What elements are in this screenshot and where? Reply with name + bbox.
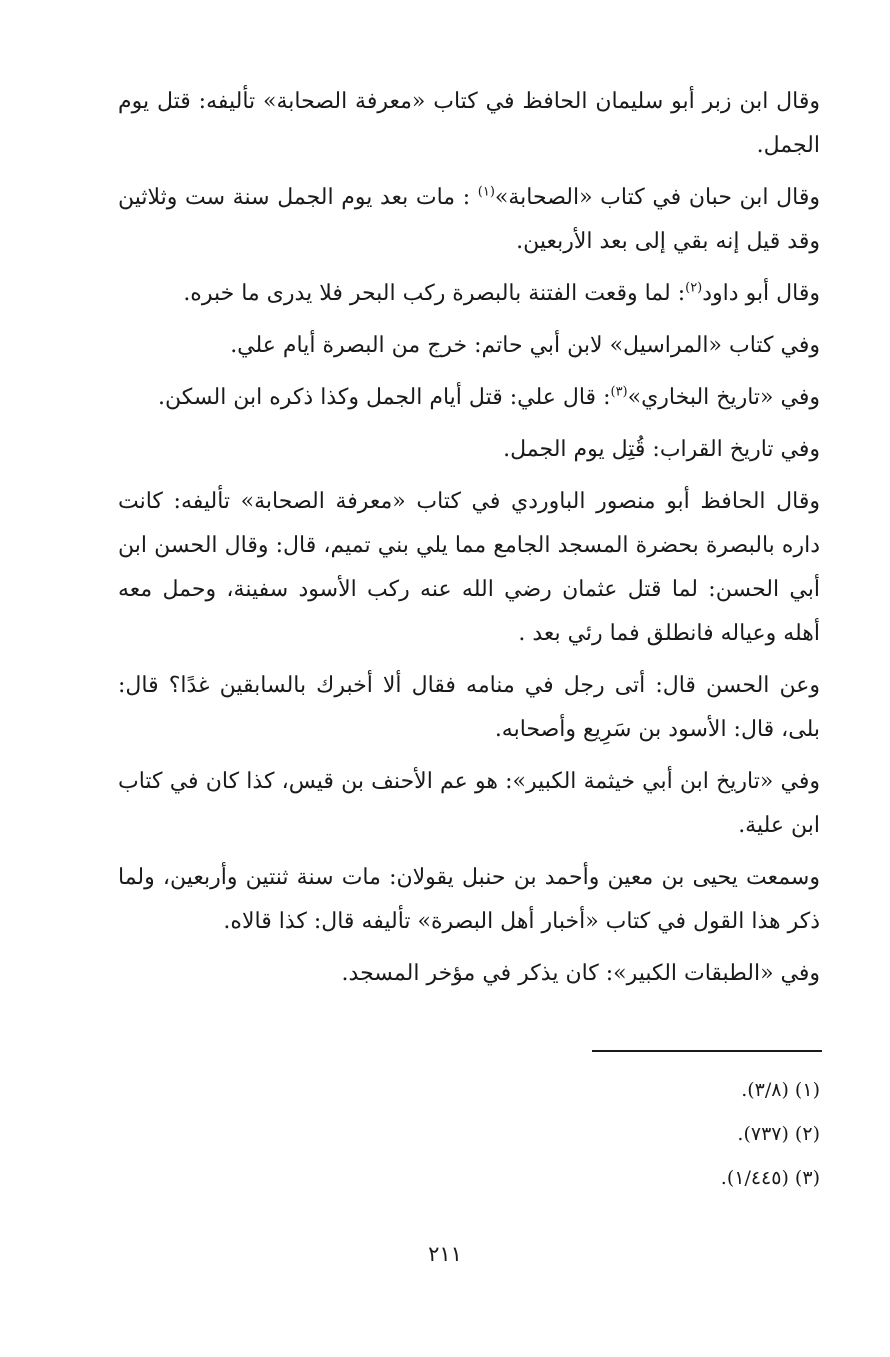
- paragraph-text: : مات بعد يوم الجمل سنة ست وثلاثين وقد قيل إنه بقي إلى بعد الأربعين.: [118, 185, 820, 254]
- footnotes: [420, 1068, 820, 1200]
- footnote: (٢) (٧٣٧).: [737, 1123, 820, 1145]
- paragraph: وفي تاريخ القراب: قُتِل يوم الجمل.: [503, 437, 820, 462]
- paragraph: وقال ابن زبر أبو سليمان الحافظ في كتاب «معرفة الصحابة» تأليفه: قتل يوم الجمل.: [118, 89, 820, 158]
- paragraph: وفي «تاريخ ابن أبي خيثمة الكبير»: هو عم الأحنف بن قيس، كذا كان في كتاب ابن علية.: [118, 769, 820, 838]
- paragraph-text: : قال علي: قتل أيام الجمل وكذا ذكره ابن السكن.: [157, 385, 611, 410]
- paragraph-text: وفي «تاريخ البخاري»: [627, 385, 820, 410]
- footnote-marker: (٢): [685, 280, 703, 296]
- paragraph: وعن الحسن قال: أتى رجل في منامه فقال ألا أخبرك بالسابقين غدًا؟ قال: بلى، قال: الأسود بن سَرِيع وأصحابه.: [118, 673, 820, 742]
- paragraph-text: وقال ابن حبان في كتاب «الصحابة»: [494, 185, 820, 210]
- footnote-marker: (٣): [610, 384, 628, 400]
- paragraph: [118, 376, 820, 420]
- paragraph: وسمعت يحيى بن معين وأحمد بن حنبل يقولان: مات سنة ثنتين وأربعين، ولما ذكر هذا القول في كتاب «أخبار أهل البصرة» تأليفه قال: كذا قالاه.: [118, 865, 820, 934]
- main-text: [118, 80, 820, 1004]
- page-number: ٢١١: [428, 1242, 462, 1266]
- paragraph: وقال الحافظ أبو منصور الباوردي في كتاب «معرفة الصحابة» تأليفه: كانت داره بالبصرة بحضرة المسجد الجامع مما يلي بني تميم، قال: وقال الحسن ابن أبي الحسن: لما قتل عثمان رضي الله عنه ركب الأسود سفينة، وحمل معه أهله وعياله فانطلق فما رئي بعد .: [118, 489, 820, 646]
- paragraph-text: وقال أبو داود: [702, 281, 820, 306]
- footnote-divider: [592, 1050, 822, 1052]
- paragraph: وفي كتاب «المراسيل» لابن أبي حاتم: خرج من البصرة أيام علي.: [230, 333, 820, 358]
- paragraph: وفي «الطبقات الكبير»: كان يذكر في مؤخر المسجد.: [341, 961, 820, 986]
- paragraph-text: : لما وقعت الفتنة بالبصرة ركب البحر فلا يدرى ما خبره.: [183, 281, 686, 306]
- paragraph: [118, 272, 820, 316]
- footnote-marker: (١): [477, 184, 495, 200]
- footnote: (٣) (١/٤٤٥).: [720, 1167, 820, 1189]
- footnote: (١) (٣/٨).: [741, 1079, 820, 1101]
- paragraph: [118, 176, 820, 264]
